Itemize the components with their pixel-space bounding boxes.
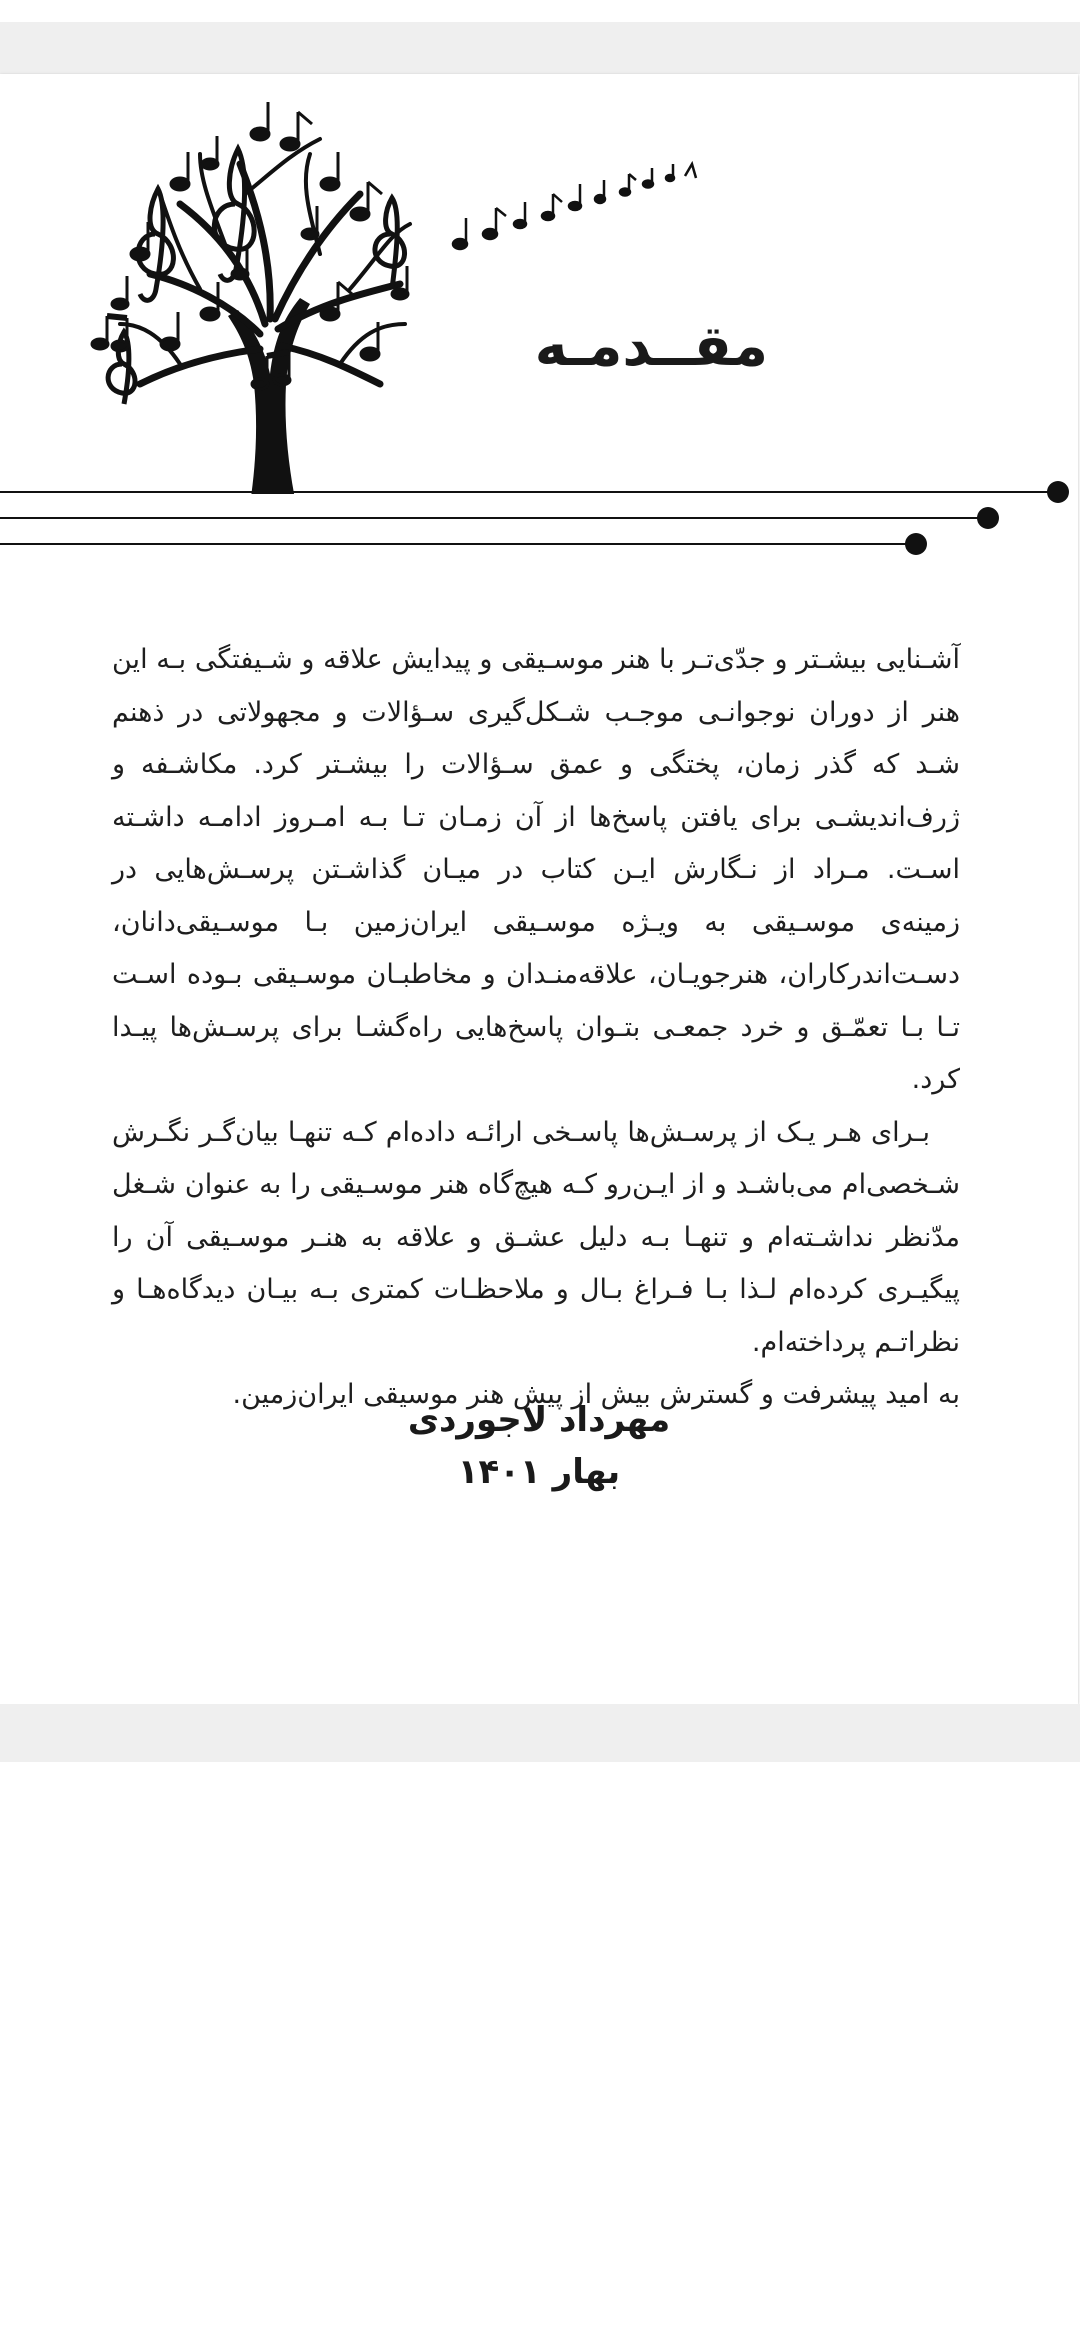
music-note-tree-icon bbox=[60, 84, 700, 494]
page-gap-bottom bbox=[0, 1704, 1080, 1762]
document-page[interactable] bbox=[0, 74, 1078, 1704]
paragraph: آشـنایی بیشـتر و جدّی‌تـر با هنر موسـیقی و پیدایش علاقه و شـیفتگی بـه این هنر از دوران نوجوانـی موجـب شـکل‌گیری سـؤالات و مجهولاتی در ذهنم شـد که گذر زمان، پختگی و عمق سـؤالات را بیشـتر کرد. مکاشـفه و ژرف‌اندیشـی برای یافتن پاسخ‌ها از آن زمـان تـا بـه امـروز ادامـه داشـته اسـت. مـراد از نـگارش ایـن کتاب در میـان گذاشـتن پرسـش‌هایی در زمینه‌ی موسـیقی به ویـژه موسـیقی ایران‌زمین بـا موسـیقی‌دانان، دسـت‌اندرکاران، هنرجویـان، علاقه‌منـدان و مخاطبـان موسـیقی بـوده اسـت تـا بـا تعمّـق و خرد جمعـی بتـوان پاسخ‌هایی راه‌گشـا برای پرسـش‌ها پیـدا کرد. bbox=[112, 644, 960, 1095]
next-page-area[interactable] bbox=[0, 1762, 1080, 2340]
paragraph: بـرای هـر یـک از پرسـش‌ها پاسـخی ارائـه داده‌ام کـه تنهـا بیان‌گـر نگـرش شـخصی‌ام می‌باشـد و از ایـن‌رو کـه هیچ‌گاه هنر موسـیقی را به عنوان شـغل مدّنظر نداشـته‌ام و تنهـا بـه دلیل عشـق و علاقه به هنـر موسـیقی آن را پیگیـری کرده‌ام لـذا بـا فـراغ بـال و ملاحظـات کمتری بـه بیـان دیدگاه‌هـا و نظراتـم پرداخته‌ام. bbox=[112, 1116, 960, 1358]
paragraph: به امید پیشرفت و گسترش بیش از پیش هنر موسیقی ایران‌زمین. bbox=[232, 1379, 960, 1410]
page-heading: مقــدمـه bbox=[534, 314, 768, 379]
decorative-rule-lines bbox=[0, 474, 1078, 594]
author-name: مهرداد لاجوردی bbox=[407, 1400, 671, 1440]
introduction-body bbox=[112, 634, 960, 1422]
signature-block bbox=[0, 1394, 1078, 1498]
signature-date: بهار ۱۴۰۱ bbox=[457, 1452, 621, 1492]
previous-page-edge bbox=[0, 0, 1080, 23]
floating-music-notes-icon bbox=[453, 164, 696, 249]
page-gap-top bbox=[0, 22, 1080, 74]
